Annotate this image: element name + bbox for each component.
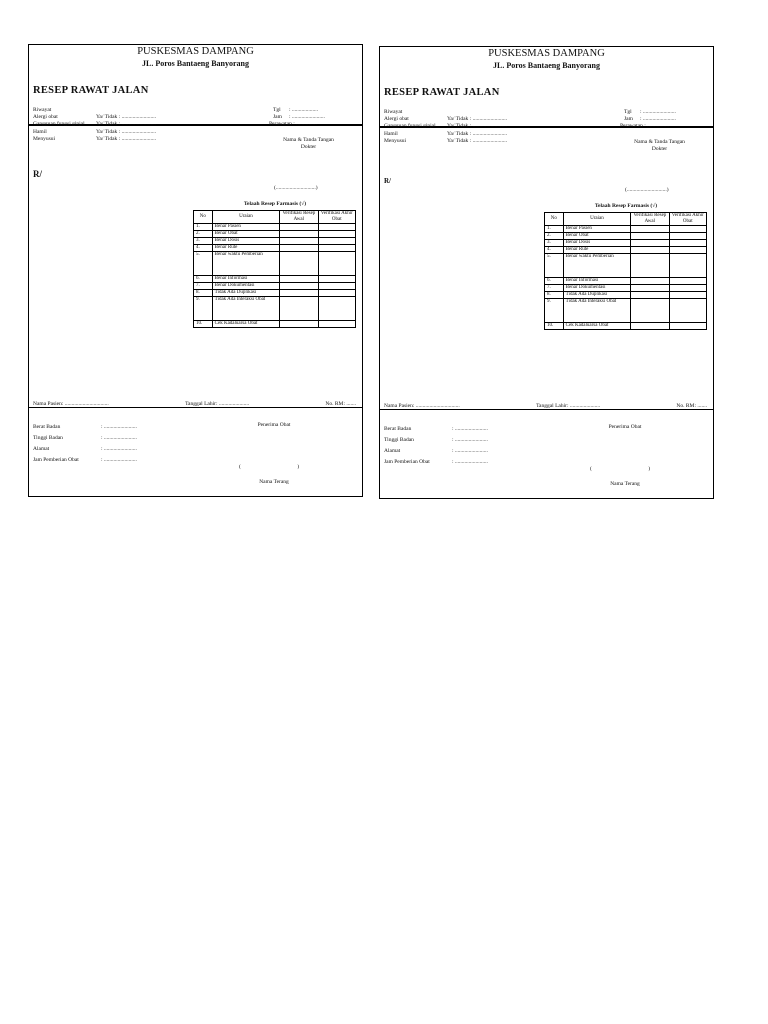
date-time-block: Tgl : ................... Jam : ........................ Perawatan : ............... <box>269 107 325 128</box>
check-cell[interactable] <box>631 226 669 233</box>
doctor-signature: Nama & Tanda Tangan Dokter <box>283 137 334 150</box>
table-row: 4. Benar Rute <box>194 245 356 252</box>
info-row: Hamil Ya/ Tidak : ......................... <box>33 128 156 135</box>
check-cell[interactable] <box>631 292 669 299</box>
penerima-obat: Penerima Obat <box>257 422 291 428</box>
check-cell[interactable] <box>631 285 669 292</box>
info-row: Gangguan fungsi ginjal Ya/ Tidak : ......................... <box>384 123 507 130</box>
tanggal-lahir: Tanggal Lahir: ...................... <box>185 401 250 407</box>
org-address: JL. Poros Bantaeng Banyorang <box>142 59 249 68</box>
table-row: 5. Benar waktu Pemberian <box>194 252 356 276</box>
telaah-table <box>193 210 356 328</box>
info-row: Hamil Ya/ Tidak : ......................... <box>384 130 507 137</box>
check-cell[interactable] <box>318 276 355 283</box>
no-rm: No. RM: ....... <box>676 403 707 409</box>
check-cell[interactable] <box>631 240 669 247</box>
check-cell[interactable] <box>669 247 706 254</box>
telaah-table <box>544 212 707 330</box>
nama-pasien: Nama Pasien: ................................ <box>33 401 109 407</box>
doctor-name-blank: (.............................) <box>274 185 318 191</box>
info-row: Alergi obat Ya/ Tidak : ......................... <box>384 116 507 123</box>
org-name: PUSKESMAS DAMPANG <box>137 46 254 57</box>
check-cell[interactable] <box>669 254 706 278</box>
check-cell[interactable] <box>631 254 669 278</box>
patient-details: Berat Badan : ........................ Tinggi Badan : ........................ Alamat : ........................ Jam Pemberian Obat : ........................ <box>384 426 488 465</box>
table-row: 7. Benar Dokumentasi <box>194 283 356 290</box>
table-row: 9. Tidak Ada Interaksi Obat <box>545 299 707 323</box>
check-cell[interactable] <box>631 247 669 254</box>
check-cell[interactable] <box>631 299 669 323</box>
info-row: Menyusui Ya/ Tidak : ......................... <box>384 137 507 144</box>
receiver-name-blank: ( ) <box>590 466 651 472</box>
table-row: 6. Benar Informasi <box>545 278 707 285</box>
info-row: Riwayat <box>33 107 52 113</box>
table-row: 4. Benar Rute <box>545 247 707 254</box>
table-row: 8. Tidak Ada Duplikasi <box>545 292 707 299</box>
check-cell[interactable] <box>669 323 706 330</box>
check-cell[interactable] <box>669 240 706 247</box>
check-cell[interactable] <box>318 321 355 328</box>
check-cell[interactable] <box>631 323 669 330</box>
penerima-obat: Penerima Obat <box>608 424 642 430</box>
prescription-form-1 <box>28 44 363 497</box>
table-row: 7. Benar Dokumentasi <box>545 285 707 292</box>
date-time-block: Tgl : ........................ Jam : ........................ Perawatan : ................ <box>620 109 676 130</box>
nama-terang: Nama Terang <box>259 479 289 485</box>
table-row: 5. Benar waktu Pemberian <box>545 254 707 278</box>
check-cell[interactable] <box>318 290 355 297</box>
check-cell[interactable] <box>280 290 318 297</box>
nama-pasien: Nama Pasien: ................................ <box>384 403 460 409</box>
check-cell[interactable] <box>318 283 355 290</box>
table-row: 3. Benar Dosis <box>194 238 356 245</box>
check-cell[interactable] <box>318 245 355 252</box>
receiver-name-blank: ( ) <box>239 464 300 470</box>
prescription-form-2 <box>379 46 714 499</box>
check-cell[interactable] <box>669 233 706 240</box>
form-title: RESEP RAWAT JALAN <box>33 85 149 96</box>
table-row: 3. Benar Dosis <box>545 240 707 247</box>
doctor-name-blank: (.............................) <box>625 187 669 193</box>
table-row: 10. Cek Kadaluarsa Obat <box>194 321 356 328</box>
check-cell[interactable] <box>280 238 318 245</box>
table-header-row: No Uraian Verifikasi Resep Awal Verifikasi Akhir Obat <box>545 213 707 226</box>
org-address: JL. Poros Bantaeng Banyorang <box>493 61 600 70</box>
check-cell[interactable] <box>280 297 318 321</box>
lower-section <box>29 407 362 485</box>
doctor-signature: Nama & Tanda Tangan Dokter <box>634 139 685 152</box>
check-cell[interactable] <box>318 238 355 245</box>
check-cell[interactable] <box>669 226 706 233</box>
table-row: 6. Benar Informasi <box>194 276 356 283</box>
medical-history <box>33 107 191 143</box>
check-cell[interactable] <box>318 224 355 231</box>
table-row: 2. Benar Obat <box>545 233 707 240</box>
table-row: 9. Tidak Ada Interaksi Obat <box>194 297 356 321</box>
check-cell[interactable] <box>280 231 318 238</box>
check-cell[interactable] <box>280 224 318 231</box>
table-row: 8. Tidak Ada Duplikasi <box>194 290 356 297</box>
check-cell[interactable] <box>669 278 706 285</box>
check-cell[interactable] <box>318 252 355 276</box>
form-title: RESEP RAWAT JALAN <box>384 87 500 98</box>
org-name: PUSKESMAS DAMPANG <box>488 48 605 59</box>
medical-history <box>384 109 542 145</box>
no-rm: No. RM: ....... <box>325 401 356 407</box>
table-header-row: No Uraian Verifikasi Resep Awal Verifikasi Akhir Obat <box>194 211 356 224</box>
check-cell[interactable] <box>280 276 318 283</box>
tanggal-lahir: Tanggal Lahir: ...................... <box>536 403 601 409</box>
check-cell[interactable] <box>280 283 318 290</box>
check-cell[interactable] <box>669 292 706 299</box>
perawatan: Perawatan : ............... <box>269 121 317 128</box>
telaah-title: Telaah Resep Farmasis (√) <box>243 201 307 207</box>
info-row: Menyusui Ya/ Tidak : ......................... <box>33 135 156 142</box>
info-row: Riwayat <box>384 109 403 115</box>
check-cell[interactable] <box>318 297 355 321</box>
perawatan: Perawatan : ................ <box>620 123 670 130</box>
check-cell[interactable] <box>669 299 706 323</box>
rx-symbol: R/ <box>384 177 391 185</box>
table-row: 1. Benar Pasien <box>194 224 356 231</box>
table-row: 1. Benar Pasien <box>545 226 707 233</box>
lower-section <box>380 409 713 487</box>
check-cell[interactable] <box>631 278 669 285</box>
check-cell[interactable] <box>280 245 318 252</box>
telaah-title: Telaah Resep Farmasis (√) <box>594 203 658 209</box>
table-row: 2. Benar Obat <box>194 231 356 238</box>
check-cell[interactable] <box>318 231 355 238</box>
check-cell[interactable] <box>280 252 318 276</box>
check-cell[interactable] <box>280 321 318 328</box>
table-row: 10. Cek Kadaluarsa Obat <box>545 323 707 330</box>
check-cell[interactable] <box>631 233 669 240</box>
patient-details: Berat Badan : ........................ Tinggi Badan : ........................ Alamat : ........................ Jam Pemberian Obat : ........................ <box>33 424 137 463</box>
info-row: Gangguan fungsi ginjal Ya/ Tidak : ......................... <box>33 121 156 128</box>
info-row: Alergi obat Ya/ Tidak : ......................... <box>33 114 156 121</box>
nama-terang: Nama Terang <box>610 481 640 487</box>
check-cell[interactable] <box>669 285 706 292</box>
rx-symbol: R/ <box>33 169 42 179</box>
